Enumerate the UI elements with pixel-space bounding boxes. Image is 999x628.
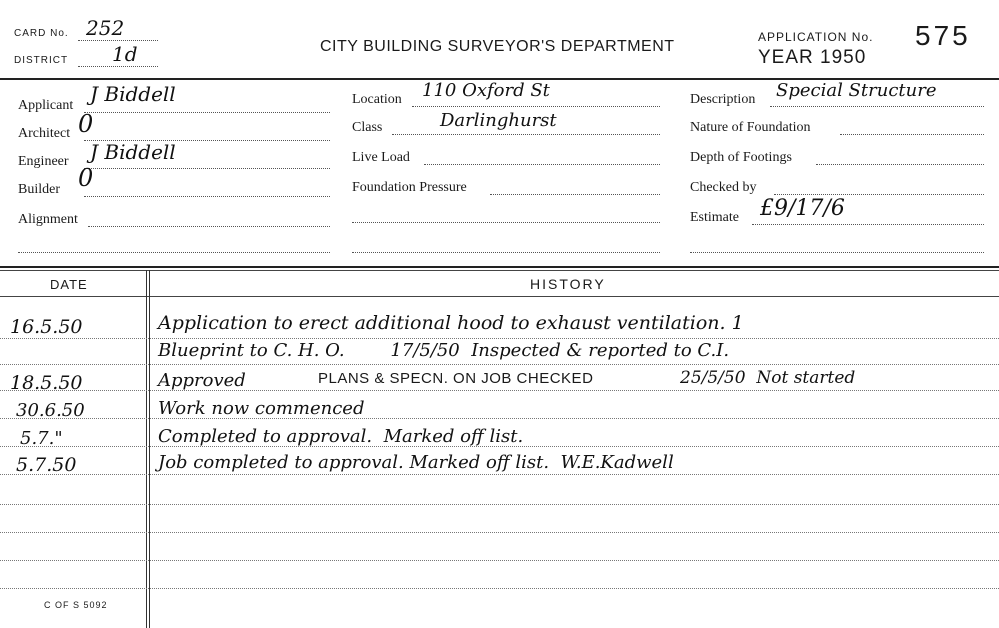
description-value: Special Structure (776, 80, 937, 101)
engineer-value: J Biddell (90, 140, 176, 164)
row-date: 16.5.50 (10, 316, 83, 338)
class-label: Class (352, 120, 383, 135)
row-date: 5.7." (20, 428, 63, 449)
class-value: Darlinghurst (440, 110, 557, 131)
department-title: CITY BUILDING SURVEYOR'S DEPARTMENT (320, 38, 675, 55)
checked-by-label: Checked by (690, 180, 757, 195)
description-label: Description (690, 92, 756, 107)
application-no-value: 575 (915, 20, 971, 51)
live-load-label: Live Load (352, 150, 410, 165)
row-text: Blueprint to C. H. O. 17/5/50 Inspected & reported to C.I. (158, 340, 730, 361)
row-text: Work now commenced (158, 398, 365, 419)
application-no-label: APPLICATION No. (758, 30, 874, 44)
builder-label: Builder (18, 182, 60, 197)
builder-value: 0 (78, 164, 94, 192)
applicant-label: Applicant (18, 98, 74, 113)
district-value: 1d (112, 42, 138, 66)
foundation-pressure-label: Foundation Pressure (352, 180, 467, 195)
location-label: Location (352, 92, 402, 107)
plans-checked-stamp: PLANS & SPECN. ON JOB CHECKED (318, 370, 594, 387)
location-value: 110 Oxford St (422, 80, 550, 101)
alignment-label: Alignment (18, 212, 78, 227)
nature-of-foundation-label: Nature of Foundation (690, 120, 811, 135)
applicant-value: J Biddell (90, 82, 176, 106)
card-no-label: CARD No. (14, 28, 69, 39)
row-date: 30.6.50 (16, 400, 85, 421)
architect-label: Architect (18, 126, 71, 141)
history-header: HISTORY (530, 276, 606, 292)
estimate-label: Estimate (690, 210, 739, 225)
district-label: DISTRICT (14, 55, 69, 66)
estimate-value: £9/17/6 (760, 196, 845, 221)
row-text: Completed to approval. Marked off list. (158, 426, 524, 447)
row-text: Job completed to approval. Marked off list. W.E.Kadwell (158, 452, 674, 473)
row-extra-text: 25/5/50 Not started (680, 368, 856, 388)
row-text: Approved (158, 370, 246, 391)
row-text: Application to erect additional hood to exhaust ventilation. 1 (158, 312, 744, 334)
row-date: 18.5.50 (10, 372, 83, 394)
card-no-value: 252 (86, 16, 125, 40)
engineer-label: Engineer (18, 154, 69, 169)
year-label: YEAR 1950 (758, 47, 867, 68)
row-date: 5.7.50 (16, 454, 77, 476)
depth-of-footings-label: Depth of Footings (690, 150, 792, 165)
architect-value: 0 (78, 110, 94, 138)
date-header: DATE (50, 277, 88, 292)
form-code: C OF S 5092 (44, 600, 108, 610)
